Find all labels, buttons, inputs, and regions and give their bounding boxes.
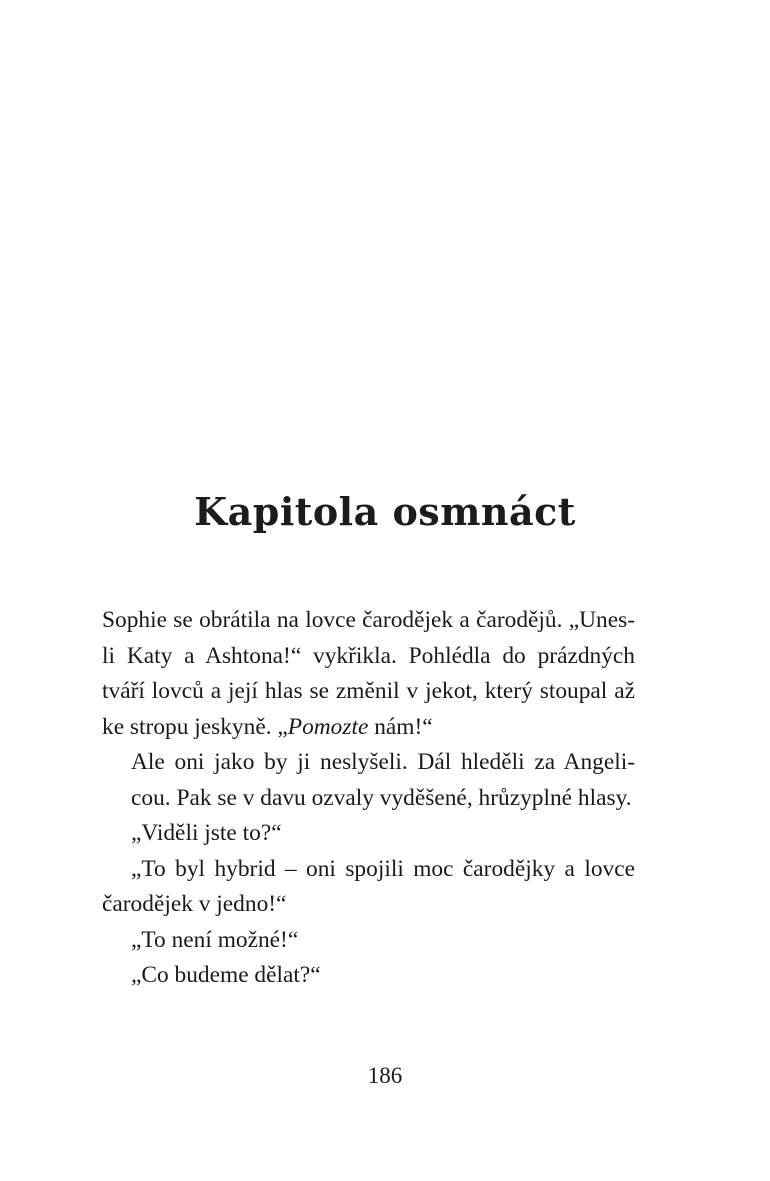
text-line: Sophie se obrátila na lovce čarodějek a čarodějů. „Unes- <box>102 607 635 633</box>
text-line: cou. Pak se v davu ozvaly vyděšené, hrůzyplné hlasy. <box>131 784 632 811</box>
emphasized-word: Pomozte <box>287 713 369 740</box>
text-segment: ke stropu jeskyně. „ <box>102 713 288 740</box>
dialogue-line: „To není možné!“ <box>131 926 299 953</box>
page-number: 186 <box>367 1063 403 1088</box>
dialogue-line: „To byl hybrid – oni spojili moc čarodějky a lovce <box>131 855 635 882</box>
text-line: tváří lovců a její hlas se změnil v jekot, který stoupal až <box>102 678 635 704</box>
body-text <box>102 603 635 994</box>
dialogue-line: „Co budeme dělat?“ <box>131 962 321 988</box>
text-line: li Katy a Ashtona!“ vykřikla. Pohlédla do prázdných <box>102 642 635 669</box>
text-line <box>102 710 635 746</box>
chapter-title: Kapitola osmnáct <box>194 489 576 534</box>
text-line: čarodějek v jedno!“ <box>102 891 287 917</box>
dialogue-line: „Viděli jste to?“ <box>131 820 282 846</box>
text-line: Ale oni jako by ji neslyšeli. Dál hleděli za Angeli- <box>131 749 635 775</box>
text-segment: nám!“ <box>368 713 433 740</box>
